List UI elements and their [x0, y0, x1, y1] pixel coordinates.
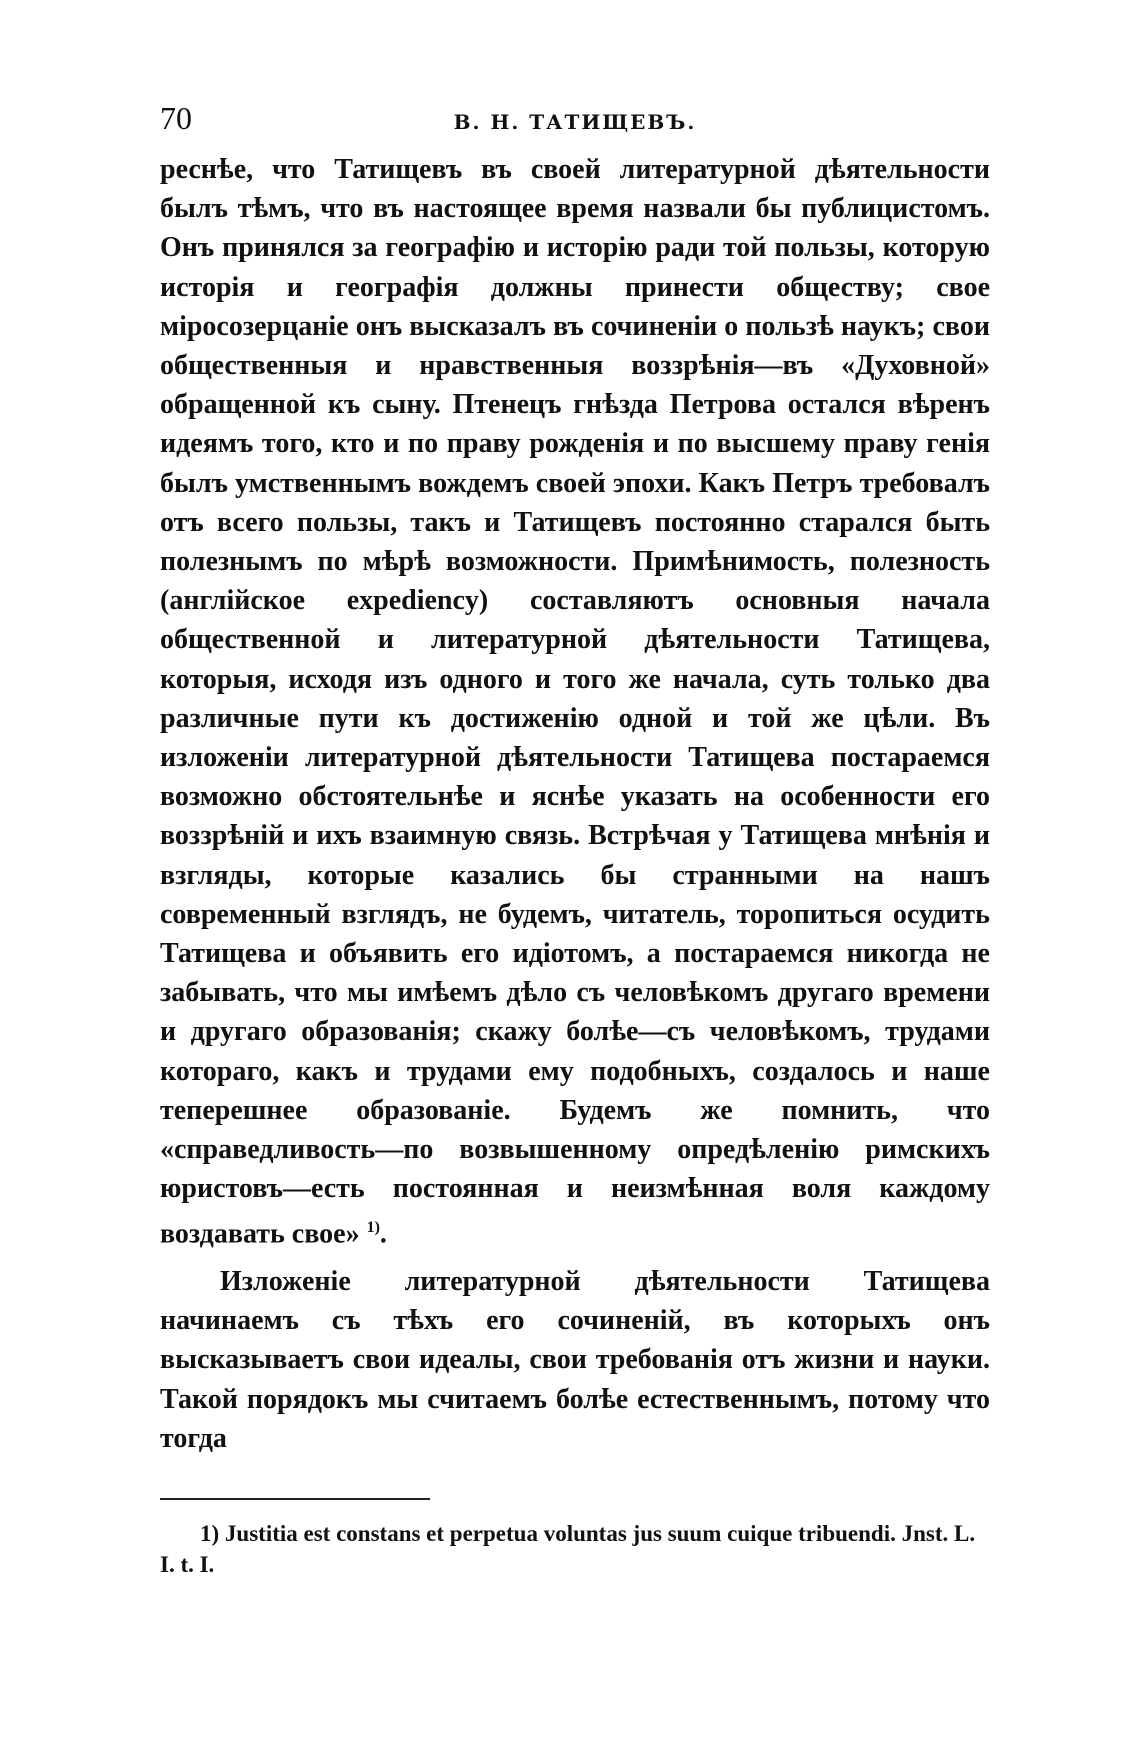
book-page	[160, 100, 990, 1580]
running-head	[160, 100, 990, 140]
footnote	[160, 1518, 990, 1580]
footnote-text: Justitia est constans et perpetua voluntas jus suum cuique tribuendi. Jnst. L. I. t. I.	[160, 1521, 976, 1578]
paragraph-end: .	[379, 1218, 387, 1250]
paragraph-text: реснѣе, что Татищевъ въ своей литературной дѣятельности былъ тѣмъ, что въ настоящее время назвали бы публицистомъ. Онъ принялся за географію и исторію ради той пользы, которую исторія и географія должны принести обществу; свое міросозерцаніе онъ высказалъ въ сочиненіи о пользѣ наукъ; свои общественныя и нравственныя воззрѣнія—въ «Духовной» обращенной къ сыну. Птенецъ гнѣзда Петрова остался вѣренъ идеямъ того, кто и по праву рожденія и по высшему праву генія былъ умственнымъ вождемъ своей эпохи. Какъ Петръ требовалъ отъ всего пользы, такъ и Татищевъ постоянно старался быть полезнымъ по мѣрѣ возможности. Примѣнимость, полезность (англійское expediency) составляютъ основныя начала общественной и литературной дѣятельности Татищева, которыя, исходя изъ одного и того же начала, суть только два различные пути къ достиженію одной и той же цѣли. Въ изложеніи литературной дѣятельности Татищева постараемся возможно обстоятельнѣе и яснѣе указать на особенности его воззрѣній и ихъ взаимную связь. Встрѣчая у Татищева мнѣнія и взгляды, которые казались бы странными на нашъ современный взглядъ, не будемъ, читатель, торопиться осудить Татищева и объявить его идіотомъ, а постараемся никогда не забывать, что мы имѣемъ дѣло съ человѣкомъ другаго времени и другаго образованія; скажу болѣе—съ человѣкомъ, трудами котораго, какъ и трудами ему подобныхъ, создалось и наше теперешнее образованіе. Будемъ же помнить, что «справедливость—по возвышенному опредѣленію римскихъ юристовъ—есть постоянная и неизмѣнная воля каждому воздавать свое»	[160, 154, 990, 1250]
footnote-reference[interactable]: 1)	[366, 1219, 380, 1237]
footnote-divider	[160, 1498, 430, 1500]
paragraph: Изложеніе литературной дѣятельности Татищева начинаемъ съ тѣхъ его сочиненій, въ которыхъ онъ высказываетъ свои идеалы, свои требованія отъ жизни и науки. Такой порядокъ мы считаемъ болѣе естественнымъ, потому что тогда	[160, 1266, 990, 1454]
page-number: 70	[160, 100, 192, 136]
paragraph	[160, 150, 990, 1254]
body-text	[160, 150, 990, 1458]
footnote-marker: 1)	[200, 1521, 220, 1547]
running-title: В. Н. ТАТИЩЕВЪ.	[453, 110, 697, 134]
